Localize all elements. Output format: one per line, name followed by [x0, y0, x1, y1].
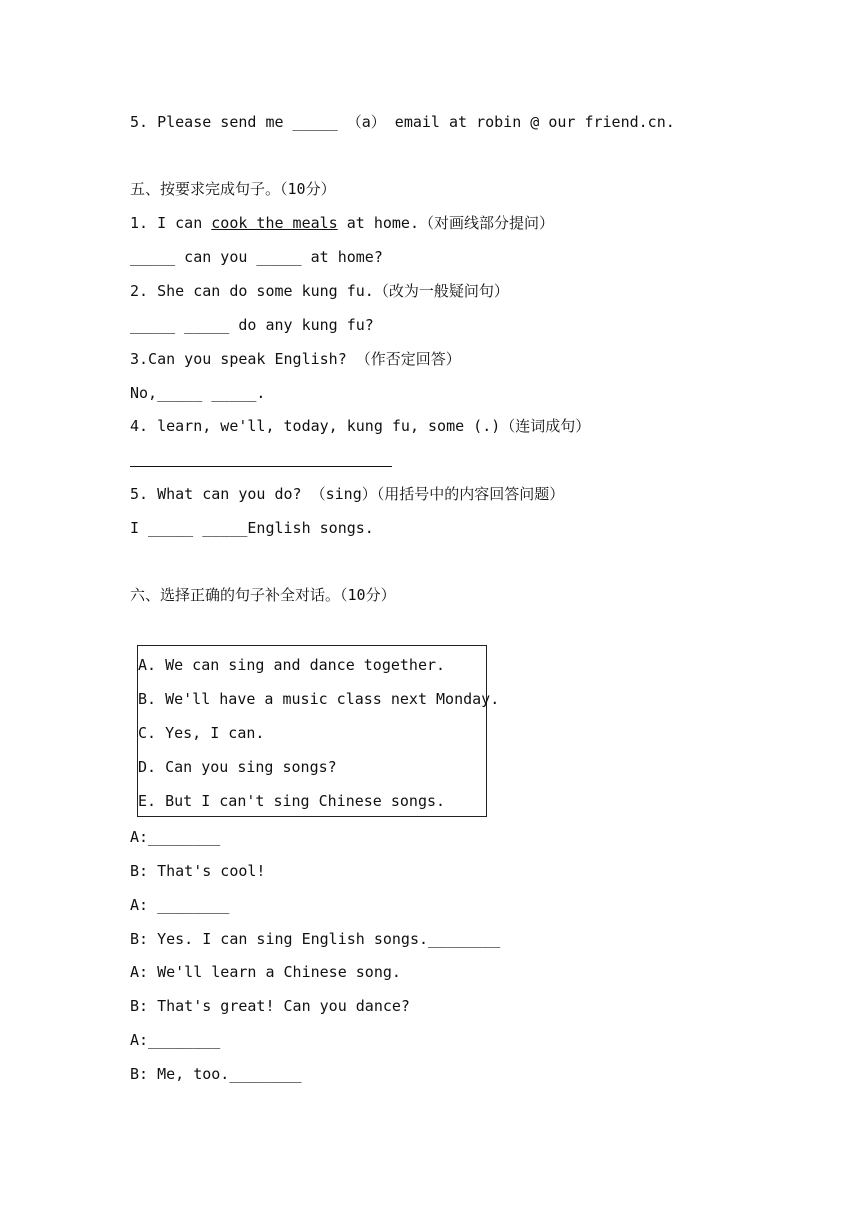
section4-question-5: 5. Please send me _____ （a） email at robin @ our friend.cn.	[130, 113, 675, 131]
section5-answer-1: _____ can you _____ at home?	[130, 248, 383, 266]
section5-question-4: 4. learn, we'll, today, kung fu, some (.)（连词成句）	[130, 417, 591, 435]
section5-question-2: 2. She can do some kung fu.（改为一般疑问句）	[130, 282, 509, 300]
section5-question-5: 5. What can you do? （sing）（用括号中的内容回答问题）	[130, 485, 565, 503]
dialogue-line: A:________	[130, 828, 221, 846]
question-1-prefix: 1. I can	[130, 214, 212, 232]
answer-blank-line	[130, 466, 392, 467]
option-c: C. Yes, I can.	[138, 724, 265, 742]
dialogue-line: A: ________	[130, 896, 230, 914]
dialogue-line: B: Me, too.________	[130, 1065, 302, 1083]
option-d: D. Can you sing songs?	[138, 758, 337, 776]
section5-answer-2: _____ _____ do any kung fu?	[130, 316, 374, 334]
dialogue-line: A:________	[130, 1031, 221, 1049]
dialogue-line: B: That's cool!	[130, 862, 266, 880]
option-b: B. We'll have a music class next Monday.	[138, 690, 500, 708]
dialogue-line: B: Yes. I can sing English songs.________	[130, 930, 501, 948]
section5-question-1	[130, 214, 554, 232]
question-1-suffix: at home.（对画线部分提问）	[337, 214, 554, 232]
section5-heading: 五、按要求完成句子。（10分）	[130, 180, 336, 198]
section5-answer-5: I _____ _____English songs.	[130, 519, 374, 537]
dialogue-line: A: We'll learn a Chinese song.	[130, 963, 401, 981]
dialogue-line: B: That's great! Can you dance?	[130, 997, 410, 1015]
section5-answer-3: No,_____ _____.	[130, 384, 266, 402]
underlined-phrase: cook the meals	[211, 214, 338, 232]
section6-heading: 六、选择正确的句子补全对话。（10分）	[130, 586, 396, 604]
options-box	[137, 645, 500, 817]
option-a: A. We can sing and dance together.	[138, 656, 446, 674]
section5-question-3: 3.Can you speak English? （作否定回答）	[130, 350, 461, 368]
option-e: E. But I can't sing Chinese songs.	[138, 792, 446, 810]
